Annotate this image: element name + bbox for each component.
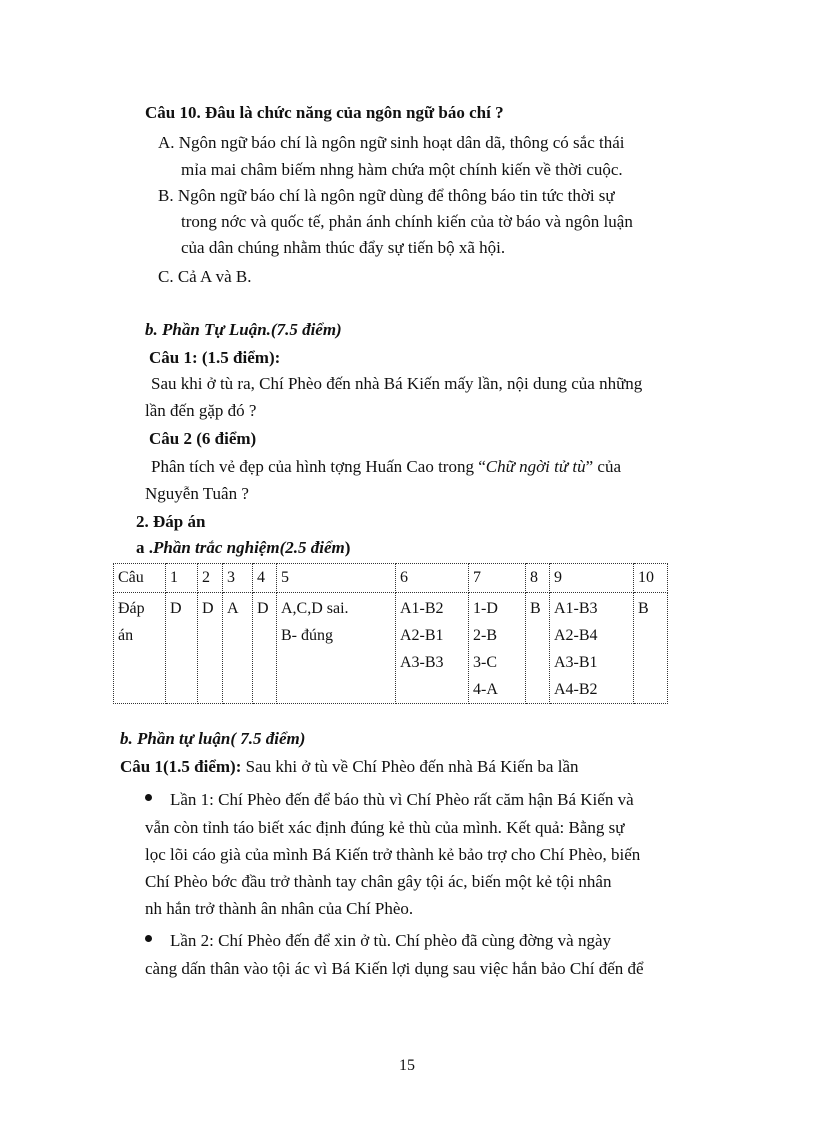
bullet-icon (145, 794, 152, 801)
header-cell: 5 (277, 564, 396, 593)
answers-heading: 2. Đáp án (136, 512, 206, 531)
header-cell: 4 (253, 564, 277, 593)
q10-option-b-line2: trong nớc và quốc tế, phản ánh chính kiến của tờ báo và ngôn luận (181, 212, 633, 231)
q10-option-a-line1: A. Ngôn ngữ báo chí là ngôn ngữ sinh hoạt dân dã, thông có sắc thái (158, 133, 625, 152)
essay-q2-text-post: ” của (585, 457, 622, 476)
visit-1-line3: lọc lõi cáo già của mình Bá Kiến trở thành kẻ bảo trợ cho Chí Phèo, biến (145, 845, 641, 864)
header-cell: Câu (114, 564, 166, 593)
q10-option-b-line1: B. Ngôn ngữ báo chí là ngôn ngữ dùng để thông báo tin tức thời sự (158, 186, 615, 205)
essay-q2-text-pre: Phân tích vẻ đẹp của hình tợng Huấn Cao trong “ (151, 457, 486, 476)
header-cell: 9 (550, 564, 634, 593)
header-cell: 2 (198, 564, 223, 593)
bullet-icon (145, 935, 152, 942)
answer-cell: A (223, 593, 253, 704)
essay-answer-q1-text: Sau khi ở tù về Chí Phèo đến nhà Bá Kiến ba lần (241, 757, 579, 776)
essay-answer-q1-intro (120, 757, 579, 777)
header-cell: 8 (526, 564, 550, 593)
essay-q1-line1: Sau khi ở tù ra, Chí Phèo đến nhà Bá Kiến mấy lần, nội dung của những (151, 374, 643, 393)
q10-option-b-line3: của dân chúng nhằm thúc đẩy sự tiến bộ xã hội. (181, 238, 506, 257)
header-cell: 3 (223, 564, 253, 593)
visit-1-line1: Lần 1: Chí Phèo đến để báo thù vì Chí Phèo rất căm hận Bá Kiến và (170, 790, 634, 809)
essay-q2-work-title: Chữ ngời tử tù (485, 457, 586, 476)
subheading-italic: Phần trắc nghiệm(2.5 điểm (153, 538, 345, 557)
header-cell: 6 (396, 564, 469, 593)
answer-cell: A,C,D sai. B- đúng (277, 593, 396, 704)
part-b-heading: b. Phần Tự Luận.(7.5 điểm) (145, 320, 342, 339)
subheading-suffix: ) (344, 538, 351, 557)
answer-cell: D (253, 593, 277, 704)
answers-subheading (136, 538, 350, 558)
essay-answer-q1-label: Câu 1(1.5 điểm): (120, 757, 242, 776)
answer-label-cell: Đáp án (114, 593, 166, 704)
visit-1-line2: vẫn còn tỉnh táo biết xác định đúng kẻ thù của mình. Kết quả: Bằng sự (145, 818, 625, 837)
essay-answers-heading: b. Phần tự luận( 7.5 điểm) (120, 729, 306, 748)
answer-cell: 1-D 2-B 3-C 4-A (469, 593, 526, 704)
visit-1-line4: Chí Phèo bớc đầu trở thành tay chân gây tội ác, biến một kẻ tội nhân (145, 872, 612, 891)
essay-q2-line1 (151, 457, 621, 477)
answer-cell: B (634, 593, 668, 704)
q10-option-c: C. Cả A và B. (158, 267, 252, 286)
visit-2-line1: Lần 2: Chí Phèo đến để xin ở tù. Chí phèo đã cùng đờng và ngày (170, 931, 612, 950)
header-cell: 7 (469, 564, 526, 593)
table-header-row (114, 564, 668, 593)
visit-1-line5: nh hắn trở thành ân nhân của Chí Phèo. (145, 899, 414, 918)
answer-cell: B (526, 593, 550, 704)
essay-q2-title: Câu 2 (6 điểm) (149, 429, 257, 448)
header-cell: 10 (634, 564, 668, 593)
answer-cell: D (198, 593, 223, 704)
subheading-prefix: a . (136, 538, 153, 557)
visit-2-line2: càng dấn thân vào tội ác vì Bá Kiến lợi dụng sau việc hắn bảo Chí đến để (145, 959, 644, 978)
page-number: 15 (399, 1057, 415, 1074)
answer-cell: A1-B3 A2-B4 A3-B1 A4-B2 (550, 593, 634, 704)
essay-q1-line2: lần đến gặp đó ? (145, 401, 257, 420)
question-10-title: Câu 10. Đâu là chức năng của ngôn ngữ báo chí ? (145, 103, 504, 122)
header-cell: 1 (166, 564, 198, 593)
answer-table (113, 563, 668, 704)
answer-cell: A1-B2 A2-B1 A3-B3 (396, 593, 469, 704)
essay-q2-line2: Nguyễn Tuân ? (145, 484, 249, 503)
essay-q1-title: Câu 1: (1.5 điểm): (149, 348, 281, 367)
answer-cell: D (166, 593, 198, 704)
q10-option-a-line2: mỉa mai châm biếm nhng hàm chứa một chính kiến về thời cuộc. (181, 160, 623, 179)
table-answer-row (114, 593, 668, 704)
